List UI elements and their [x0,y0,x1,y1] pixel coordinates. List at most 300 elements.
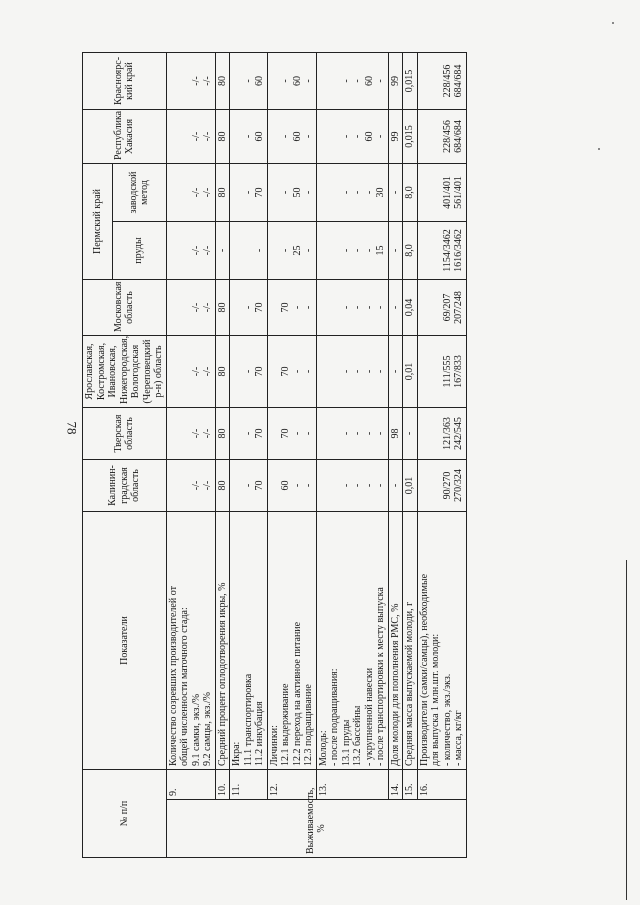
value-line: 50 [291,187,303,198]
value-line [419,167,431,218]
survival-label: Выживаемость, % [304,787,327,854]
value-line [430,167,442,218]
value-line: -/- [190,302,202,313]
value-line [269,463,281,508]
value-line: -/- [202,366,213,377]
value-line [168,411,180,456]
value-line: - [291,369,303,374]
value-line: - [303,483,314,488]
indicator-cell [417,512,466,770]
value-line [430,339,442,404]
value-line [179,113,191,160]
value-line: - [375,79,386,83]
indicator-line: 9.1 самки, экз./% [190,693,202,766]
value-line: - [352,431,363,436]
value-cell [166,408,215,460]
value-line [179,339,191,404]
indicator-line: - количество, экз./экз. [441,673,453,766]
value-line [243,225,255,276]
value-cell [403,280,418,336]
value-line [179,225,191,276]
value-line: 99 [389,131,401,142]
value-line: -/- [202,480,213,491]
value-cell [388,408,403,460]
value-line: - [352,369,363,374]
indicator-line: - после транспортировки к месту выпуска [375,587,386,766]
value-line [430,283,442,332]
value-line: - [389,483,401,488]
value-line: 60 [363,131,375,142]
value-line [269,56,281,106]
value-line: 60 [254,76,265,86]
table-row [316,53,388,858]
value-line: - [303,248,314,253]
indicator-line: Доля молоди для пополнения РМС, % [389,603,401,766]
value-cell [230,460,268,512]
indicator-line: 12.1 выдерживание [280,683,291,766]
value-cell [267,110,316,164]
value-line: - [303,431,314,436]
indicator-line: Количество созревших производителей от [167,586,179,766]
value-line [179,56,191,106]
value-line [419,283,431,332]
value-line: 0,01 [404,362,415,381]
value-line: - [352,190,363,195]
row-number: 13. [316,770,388,800]
indicator-line: - укрупненной навески [363,667,375,766]
value-line: 30 [375,187,386,198]
value-line: - [303,190,314,195]
value-line [168,56,180,106]
value-line: - [363,305,375,310]
value-line: - [280,190,291,195]
value-line: -/- [190,76,202,86]
header-yaroslavl: Ярославская, Костромская, Ивановская, Нижегородская, Вологодская (Череповецкий р-н) область [83,336,167,408]
value-line [231,113,243,160]
value-line: 684/684 [453,120,464,153]
value-line [430,56,442,106]
value-line: - [303,134,314,139]
value-line: - [389,190,401,195]
value-cell [417,222,466,280]
value-line: - [340,483,352,488]
value-line [269,225,281,276]
value-line [318,56,330,106]
value-line: 684/684 [453,64,464,98]
table-row [215,53,230,858]
value-line [419,411,431,456]
value-line: - [352,134,363,139]
value-cell [215,336,230,408]
value-line: - [216,248,228,253]
value-line [318,411,330,456]
value-line: -/- [202,76,213,86]
value-line: - [375,369,386,374]
value-line: 70 [254,366,265,377]
scan-speck [612,22,614,24]
value-line: - [389,248,401,253]
indicator-line: 11.1 транспортировка [242,673,254,766]
header-krasnoyarsk: Красноярс-кий край [83,53,167,110]
value-cell [267,460,316,512]
value-line: -/- [190,131,202,142]
value-line: 1616/3462 [453,229,464,272]
value-line: - [303,305,314,310]
value-line: 60 [363,76,375,86]
value-line [329,339,341,404]
value-line: - [280,79,291,83]
value-line: - [303,369,314,374]
value-cell [388,280,403,336]
value-cell [316,460,388,512]
value-line: - [363,431,375,436]
value-line: 80 [216,480,228,491]
value-cell [417,110,466,164]
value-cell [417,336,466,408]
value-line: 15 [375,245,386,256]
value-line: - [340,431,352,436]
value-line: 70 [254,302,265,313]
indicator-line: 13.2 бассейны [352,705,363,766]
value-line [318,225,330,276]
value-line: 0,015 [404,69,415,93]
value-cell [417,164,466,222]
value-line: - [242,305,254,310]
value-line: 207/248 [453,291,464,324]
value-cell [230,408,268,460]
indicator-line: 12.3 подращивание [303,684,314,766]
value-line: 0,04 [404,298,415,317]
value-cell [417,53,466,110]
value-line: 0,01 [404,476,415,495]
value-line [269,411,281,456]
indicator-line: Икра: [231,741,242,766]
value-line: 70 [254,187,265,198]
indicator-cell [388,512,403,770]
value-line [318,283,330,332]
value-line: 80 [216,187,228,198]
value-cell [230,222,268,280]
value-line [430,463,442,508]
value-cell [215,280,230,336]
value-cell [230,164,268,222]
header-perm-factory: заводской метод [112,164,166,222]
value-line [179,167,191,218]
value-cell [403,336,418,408]
hatchery-table [82,52,467,858]
value-line [419,463,431,508]
value-line: -/- [202,131,213,142]
value-cell [403,408,418,460]
value-line: 1154/3462 [441,229,453,272]
value-line: - [242,431,254,436]
value-cell [316,222,388,280]
header-tver: Тверская область [83,408,167,460]
value-line: - [242,483,254,488]
value-cell [417,460,466,512]
value-line [318,113,330,160]
value-cell [388,110,403,164]
value-line [329,167,341,218]
value-cell [267,280,316,336]
indicator-cell [215,512,230,770]
value-cell [316,53,388,110]
table-row [417,53,466,858]
row-number: 9. [166,770,215,800]
value-line: - [352,248,363,253]
value-line [168,113,180,160]
value-cell [267,164,316,222]
value-line: - [389,305,401,310]
value-cell [388,53,403,110]
value-line: -/- [190,245,202,256]
value-line [179,463,191,508]
row-number: 15. [403,770,418,800]
header-moscow: Московская область [83,280,167,336]
value-cell [267,53,316,110]
value-line [419,339,431,404]
table-row [267,53,316,858]
value-cell [166,336,215,408]
value-line [329,463,341,508]
value-line [269,167,281,218]
value-line [318,339,330,404]
value-line: 25 [291,245,303,256]
value-cell [267,336,316,408]
value-line: - [363,483,375,488]
value-line: 60 [254,131,265,142]
value-cell [403,53,418,110]
value-cell [166,53,215,110]
indicator-line: общей численности маточного стада: [179,607,190,766]
value-line: - [280,248,291,253]
value-cell [316,408,388,460]
value-line: 99 [389,76,401,86]
value-line [168,283,180,332]
value-line [419,56,431,106]
value-line [318,167,330,218]
value-line [231,167,243,218]
value-cell [230,53,268,110]
value-line: -/- [202,428,213,439]
value-line [419,113,431,160]
value-cell [215,408,230,460]
value-line: 8,0 [404,186,415,199]
value-line: -/- [202,245,213,256]
indicator-cell [166,512,215,770]
value-line: 8,0 [404,244,415,257]
value-line: 80 [216,131,228,142]
value-cell [215,460,230,512]
value-line: - [340,369,352,374]
value-cell [403,222,418,280]
value-line: - [363,369,375,374]
value-cell [403,460,418,512]
value-line [430,113,442,160]
value-cell [166,164,215,222]
value-line: 80 [216,428,228,439]
value-cell [403,164,418,222]
indicator-line: Средний процент оплодотворения икры, % [216,582,228,766]
row-number: 11. [230,770,268,800]
value-cell [388,336,403,408]
value-line: 70 [280,428,291,439]
value-cell [316,164,388,222]
value-line [168,167,180,218]
value-cell [166,110,215,164]
value-line [179,283,191,332]
indicator-cell [230,512,268,770]
value-line: - [254,248,265,253]
value-line [269,339,281,404]
value-line: - [375,134,386,139]
value-line [269,113,281,160]
value-line: - [291,305,303,310]
value-line: - [242,369,254,374]
indicator-line: Производители (самки/самцы), необходимые [418,573,430,766]
value-cell [215,110,230,164]
value-line [329,283,341,332]
value-cell [230,336,268,408]
indicator-line: для выпуска 1 млн.шт. молоди: [430,633,441,766]
scan-speck [598,148,600,150]
indicator-line: Средняя масса выпускаемой молоди, г [404,601,415,766]
value-line [231,56,243,106]
row-number: 16. [417,770,466,800]
value-line [329,411,341,456]
value-line: - [375,431,386,436]
row-number: 12. [267,770,316,800]
table-row [166,53,215,858]
indicator-line: 12.2 переход на активное питание [291,621,303,766]
value-line: - [404,431,415,436]
value-line: 561/401 [453,176,464,209]
value-cell [267,408,316,460]
value-line: - [363,190,375,195]
page-edge-line [626,560,627,900]
value-line [231,411,243,456]
value-line [430,225,442,276]
rotated-table-wrapper [82,53,502,858]
value-line: - [363,248,375,253]
value-line: 0,015 [404,125,415,148]
table-row [403,53,418,858]
value-line: 70 [254,428,265,439]
value-line: -/- [202,302,213,313]
indicator-line: 11.2 инкубация [254,701,265,766]
value-line: - [242,134,254,139]
value-cell [388,164,403,222]
value-line: 80 [216,76,228,86]
indicator-cell [316,512,388,770]
value-line: 80 [216,302,228,313]
value-line: - [291,483,303,488]
value-line: - [340,134,352,139]
value-cell [403,110,418,164]
value-cell [230,110,268,164]
table-row [230,53,268,858]
table-row [388,53,403,858]
value-line: - [375,305,386,310]
value-line: -/- [202,187,213,198]
value-line: 228/456 [441,64,453,98]
value-line: 111/555 [441,355,453,388]
value-line: 60 [291,131,303,142]
indicator-line: Молодь: [317,730,329,766]
value-line [231,225,243,276]
indicator-cell [403,512,418,770]
value-line: - [340,248,352,253]
header-perm: Пермский край [83,164,113,280]
value-line: 70 [254,480,265,491]
value-line: 70 [280,302,291,313]
value-line: - [340,305,352,310]
value-line: - [352,483,363,488]
value-cell [316,336,388,408]
value-line [168,225,180,276]
value-line: -/- [190,366,202,377]
value-line [329,225,341,276]
value-line: - [242,190,254,195]
row-number: 14. [388,770,403,800]
header-khakassia: Республика Хакасия [83,110,167,164]
value-line: - [303,79,314,83]
indicator-line: - после подращивания: [329,668,340,766]
value-line [179,411,191,456]
value-line: 60 [280,480,291,491]
value-line: 242/545 [453,417,464,450]
value-line: 69/207 [441,293,453,322]
value-line [430,411,442,456]
header-indicators: Показатели [83,512,167,770]
value-cell [316,110,388,164]
value-line: 70 [280,366,291,377]
value-line: 121/363 [441,417,453,450]
header-perm-ponds: пруды [112,222,166,280]
value-line [318,463,330,508]
value-line: - [340,190,352,195]
value-line: 60 [291,76,303,86]
value-line: - [340,79,352,83]
value-line: - [389,369,401,374]
indicator-line: 9.2 самцы, экз./% [202,692,213,766]
value-cell [166,280,215,336]
value-cell [215,164,230,222]
indicator-line: Личинки: [268,725,280,766]
value-line [329,113,341,160]
value-line: -/- [190,187,202,198]
value-line [419,225,431,276]
value-line [231,283,243,332]
value-line: -/- [190,480,202,491]
value-line: 401/401 [441,176,453,209]
value-line: 90/270 [441,471,453,500]
indicator-cell [267,512,316,770]
value-line [231,463,243,508]
value-cell [388,460,403,512]
value-cell [417,280,466,336]
value-cell [166,460,215,512]
header-kaliningrad: Калинин-градская область [83,460,167,512]
value-line: 167/833 [453,355,464,388]
value-line: - [352,305,363,310]
value-cell [166,222,215,280]
row-number: 10. [215,770,230,800]
value-cell [215,222,230,280]
value-line: - [242,79,254,83]
value-line [168,339,180,404]
value-cell [417,408,466,460]
